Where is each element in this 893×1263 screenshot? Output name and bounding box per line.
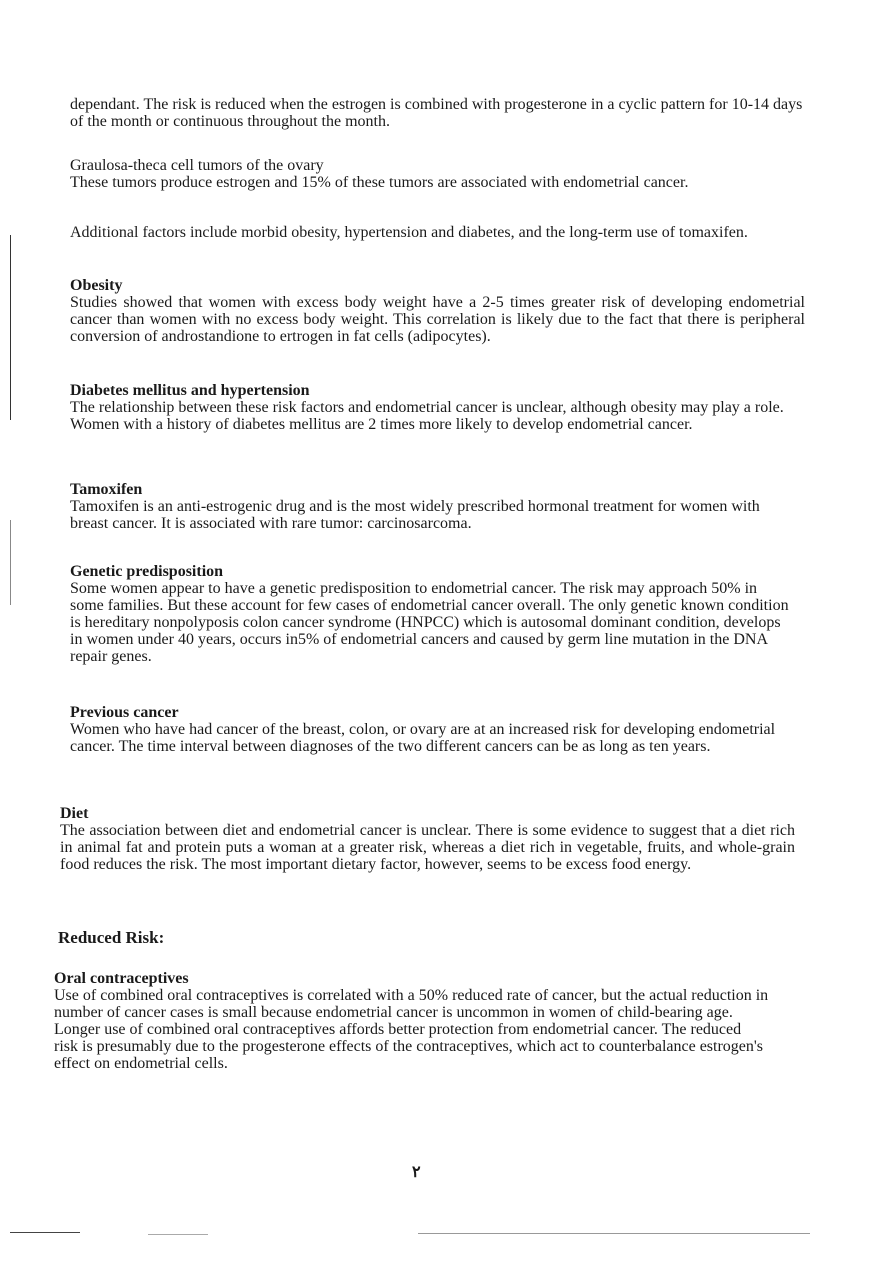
page-number: ٢ xyxy=(412,1164,421,1181)
section-heading: Diabetes mellitus and hypertension xyxy=(70,382,310,399)
section-text: Some women appear to have a genetic predisposition to endometrial cancer. The risk may approach 50% in some families. But these account for few cases of endometrial cancer overall. The only genetic known condition is hereditary nonpolyposis colon cancer syndrome (HNPCC) which is autosomal dominant condition, develops in women under 40 years, occurs in5% of endometrial cancers and caused by germ line mutation in the DNA repair genes. xyxy=(70,580,789,665)
obesity-section xyxy=(70,277,805,345)
granulosa-text: These tumors produce estrogen and 15% of these tumors are associated with endometrial cancer. xyxy=(70,174,689,191)
paragraph-text: Additional factors include morbid obesity, hypertension and diabetes, and the long-term use of tomaxifen. xyxy=(70,224,748,241)
section-text: Studies showed that women with excess body weight have a 2-5 times greater risk of developing endometrial cancer than women with no excess body weight. This correlation is likely due to the fact that there is peripheral conversion of androstandione to ertrogen in fat cells (adipocytes). xyxy=(70,294,805,345)
section-heading: Obesity xyxy=(70,277,123,294)
genetic-section xyxy=(70,563,792,665)
footer-rule-left xyxy=(10,1232,80,1233)
tamoxifen-section xyxy=(70,481,795,532)
additional-factors-paragraph xyxy=(70,224,750,241)
section-text: The relationship between these risk factors and endometrial cancer is unclear, although obesity may play a role. Women with a history of diabetes mellitus are 2 times more likely to develop endometrial cancer. xyxy=(70,399,784,433)
diet-section xyxy=(60,805,795,873)
section-text: The association between diet and endometrial cancer is unclear. There is some evidence to suggest that a diet rich in animal fat and protein puts a woman at a greater risk, whereas a diet rich in vegetable, fruits, and whole-grain food reduces the risk. The most important dietary factor, however, seems to be excess food energy. xyxy=(60,822,795,873)
left-margin-mark xyxy=(10,520,11,605)
previous-cancer-section xyxy=(70,704,792,755)
section-heading: Genetic predisposition xyxy=(70,563,224,580)
paragraph-text: dependant. The risk is reduced when the estrogen is combined with progesterone in a cyclic pattern for 10-14 days of the month or continuous throughout the month. xyxy=(70,96,803,130)
intro-paragraph xyxy=(70,96,805,130)
section-heading: Diet xyxy=(60,805,89,822)
oral-contraceptives-section xyxy=(54,970,769,1072)
granulosa-section xyxy=(70,157,805,191)
section-text: Use of combined oral contraceptives is correlated with a 50% reduced rate of cancer, but the actual reduction in number of cancer cases is small because endometrial cancer is uncommon in women of child-bearing age. Longer use of combined oral contraceptives affords better protection from endometrial cancer. The reduced risk is presumably due to the progesterone effects of the contraceptives, which act to counterbalance estrogen's effect on endometrial cells. xyxy=(54,987,769,1072)
section-text: Tamoxifen is an anti-estrogenic drug and is the most widely prescribed hormonal treatment for women with breast cancer. It is associated with rare tumor: carcinosarcoma. xyxy=(70,498,760,532)
granulosa-title: Graulosa-theca cell tumors of the ovary xyxy=(70,157,324,174)
reduced-risk-heading: Reduced Risk: xyxy=(58,928,165,947)
section-text: Women who have had cancer of the breast, colon, or ovary are at an increased risk for developing endometrial cancer. The time interval between diagnoses of the two different cancers can be as long as ten years. xyxy=(70,721,776,755)
section-heading: Previous cancer xyxy=(70,704,179,721)
footer-dash xyxy=(148,1234,208,1235)
footer-rule-right xyxy=(418,1233,810,1234)
left-margin-mark xyxy=(10,235,11,420)
section-heading: Tamoxifen xyxy=(70,481,143,498)
diabetes-section xyxy=(70,382,790,433)
section-heading: Oral contraceptives xyxy=(54,970,189,987)
